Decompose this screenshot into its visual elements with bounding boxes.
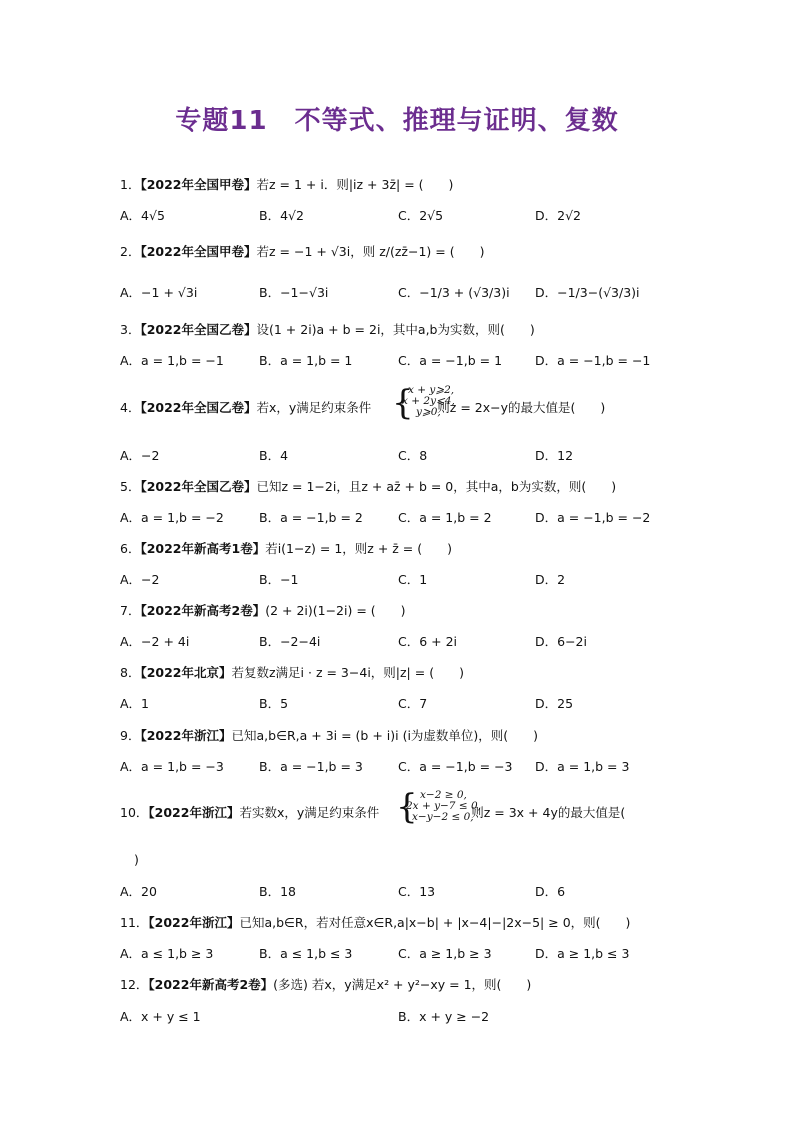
question-9-stem	[120, 728, 538, 744]
option-c: C．6 + 2i	[398, 634, 458, 649]
option-c: C．8	[398, 448, 428, 463]
option-d: D．25	[535, 696, 574, 711]
page-title: 专题11 不等式、推理与证明、复数	[175, 106, 619, 136]
option-a: A．4√5	[120, 208, 165, 223]
question-text: (多选) 若x，y满足x² + y²−xy = 1，则( )	[273, 977, 532, 992]
question-10-stem	[120, 805, 625, 821]
question-number: 8．	[120, 665, 141, 680]
question-10-options	[120, 884, 680, 900]
question-source: 【2022年全国甲卷】	[140, 177, 257, 192]
question-text-tail: 则z = 3x + 4y的最大值是(	[471, 805, 626, 820]
option-a: A．a ≤ 1,b ≥ 3	[120, 946, 214, 961]
question-source: 【2022年全国乙卷】	[140, 322, 257, 337]
question-text: 若复数z满足i · z = 3−4i，则|z| = ( )	[231, 665, 464, 680]
system-brace: {	[392, 383, 414, 423]
question-5-options	[120, 510, 680, 526]
question-3-stem	[120, 322, 535, 338]
option-d: D．a ≥ 1,b ≤ 3	[535, 946, 630, 961]
option-c: C．a ≥ 1,b ≥ 3	[398, 946, 492, 961]
question-number: 3．	[120, 322, 141, 337]
option-a: A．a = 1,b = −1	[120, 353, 224, 368]
question-7-options	[120, 634, 680, 650]
question-number: 5．	[120, 479, 141, 494]
question-source: 【2022年浙江】	[148, 915, 240, 930]
constraint-line: x−2 ≥ 0,	[420, 789, 467, 801]
question-source: 【2022年全国乙卷】	[140, 400, 257, 415]
question-10-continuation: )	[134, 852, 139, 867]
option-b: B．x + y ≥ −2	[398, 1009, 490, 1024]
question-4-options	[120, 448, 680, 464]
question-number: 6．	[120, 541, 141, 556]
option-d: D．a = 1,b = 3	[535, 759, 630, 774]
option-b: B．−1−√3i	[259, 285, 329, 300]
question-6-stem	[120, 541, 452, 557]
option-b: B．5	[259, 696, 289, 711]
option-d: D．6	[535, 884, 566, 899]
constraint-line: x + 2y⩽4,	[402, 395, 455, 407]
question-number: 11．	[120, 915, 149, 930]
option-a: A．20	[120, 884, 157, 899]
option-b: B．4	[259, 448, 289, 463]
question-number: 7．	[120, 603, 141, 618]
question-source: 【2022年新高考2卷】	[148, 977, 274, 992]
question-text: 设(1 + 2i)a + b = 2i，其中a,b为实数，则( )	[256, 322, 535, 337]
constraint-line: y⩾0,	[416, 406, 441, 418]
option-b: B．a = −1,b = 3	[259, 759, 363, 774]
question-text: 已知z = 1−2i，且z + az̄ + b = 0，其中a，b为实数，则( )	[256, 479, 617, 494]
question-2-options	[120, 285, 680, 301]
question-12-stem	[120, 977, 531, 993]
question-2-stem	[120, 244, 484, 260]
option-d: D．a = −1,b = −1	[535, 353, 651, 368]
option-a: A．1	[120, 696, 150, 711]
question-source: 【2022年北京】	[140, 665, 232, 680]
option-c: C．a = 1,b = 2	[398, 510, 492, 525]
option-d: D．2√2	[535, 208, 581, 223]
question-number: 2．	[120, 244, 141, 259]
question-7-stem	[120, 603, 406, 619]
option-d: D．−1/3−(√3/3)i	[535, 285, 640, 300]
option-a: A．a = 1,b = −2	[120, 510, 224, 525]
question-text: 若实数x，y满足约束条件	[239, 805, 380, 820]
constraint-line: 2x + y−7 ≤ 0,	[406, 800, 481, 812]
option-c: C．a = −1,b = −3	[398, 759, 513, 774]
question-number: 10．	[120, 805, 149, 820]
option-a: A．−1 + √3i	[120, 285, 198, 300]
option-a: A．−2 + 4i	[120, 634, 190, 649]
question-text: 若z = −1 + √3i，则 z/(zz̄−1) = ( )	[256, 244, 485, 259]
option-c: C．1	[398, 572, 428, 587]
question-1-stem	[120, 177, 453, 193]
question-source: 【2022年浙江】	[148, 805, 240, 820]
question-5-stem	[120, 479, 616, 495]
question-source: 【2022年新高考1卷】	[140, 541, 266, 556]
constraint-system-10	[406, 790, 481, 823]
option-d: D．12	[535, 448, 574, 463]
question-4-stem	[120, 400, 605, 416]
question-11-options	[120, 946, 680, 962]
option-b: B．4√2	[259, 208, 304, 223]
question-text: 已知a,b∈R,a + 3i = (b + i)i (i为虚数单位)，则( )	[231, 728, 539, 743]
question-number: 4．	[120, 400, 141, 415]
option-b: B．18	[259, 884, 296, 899]
question-text: (2 + 2i)(1−2i) = ( )	[265, 603, 406, 618]
question-number: 9．	[120, 728, 141, 743]
system-brace: {	[396, 787, 418, 827]
question-11-stem	[120, 915, 630, 931]
question-12-options	[120, 1009, 680, 1025]
question-number: 12．	[120, 977, 149, 992]
option-c: C．7	[398, 696, 428, 711]
option-b: B．a = −1,b = 2	[259, 510, 363, 525]
question-source: 【2022年全国甲卷】	[140, 244, 257, 259]
option-c: C．−1/3 + (√3/3)i	[398, 285, 510, 300]
option-a: A．−2	[120, 572, 160, 587]
question-text: 若x，y满足约束条件	[256, 400, 372, 415]
option-a: A．x + y ≤ 1	[120, 1009, 201, 1024]
question-source: 【2022年浙江】	[140, 728, 232, 743]
option-b: B．a = 1,b = 1	[259, 353, 353, 368]
constraint-system-4	[402, 385, 455, 418]
question-8-stem	[120, 665, 464, 681]
question-1-options	[120, 208, 680, 224]
question-text: 若z = 1 + i．则|iz + 3z̄| = ( )	[256, 177, 454, 192]
option-b: B．−1	[259, 572, 299, 587]
option-c: C．a = −1,b = 1	[398, 353, 503, 368]
option-d: D．6−2i	[535, 634, 587, 649]
option-b: B．a ≤ 1,b ≤ 3	[259, 946, 353, 961]
question-6-options	[120, 572, 680, 588]
option-b: B．−2−4i	[259, 634, 321, 649]
question-8-options	[120, 696, 680, 712]
question-text: 若i(1−z) = 1，则z + z̄ = ( )	[265, 541, 453, 556]
question-number: 1．	[120, 177, 141, 192]
question-source: 【2022年全国乙卷】	[140, 479, 257, 494]
question-source: 【2022年新高考2卷】	[140, 603, 266, 618]
question-text: 已知a,b∈R，若对任意x∈R,a|x−b| + |x−4|−|2x−5| ≥ 0，则( )	[239, 915, 631, 930]
option-d: D．a = −1,b = −2	[535, 510, 651, 525]
option-c: C．2√5	[398, 208, 444, 223]
option-d: D．2	[535, 572, 566, 587]
option-a: A．a = 1,b = −3	[120, 759, 224, 774]
question-3-options	[120, 353, 680, 369]
option-a: A．−2	[120, 448, 160, 463]
option-c: C．13	[398, 884, 436, 899]
question-9-options	[120, 759, 680, 775]
constraint-line: x + y⩾2,	[408, 384, 455, 396]
constraint-line: x−y−2 ≤ 0,	[412, 811, 474, 823]
question-text-tail: 则z = 2x−y的最大值是( )	[437, 400, 606, 415]
